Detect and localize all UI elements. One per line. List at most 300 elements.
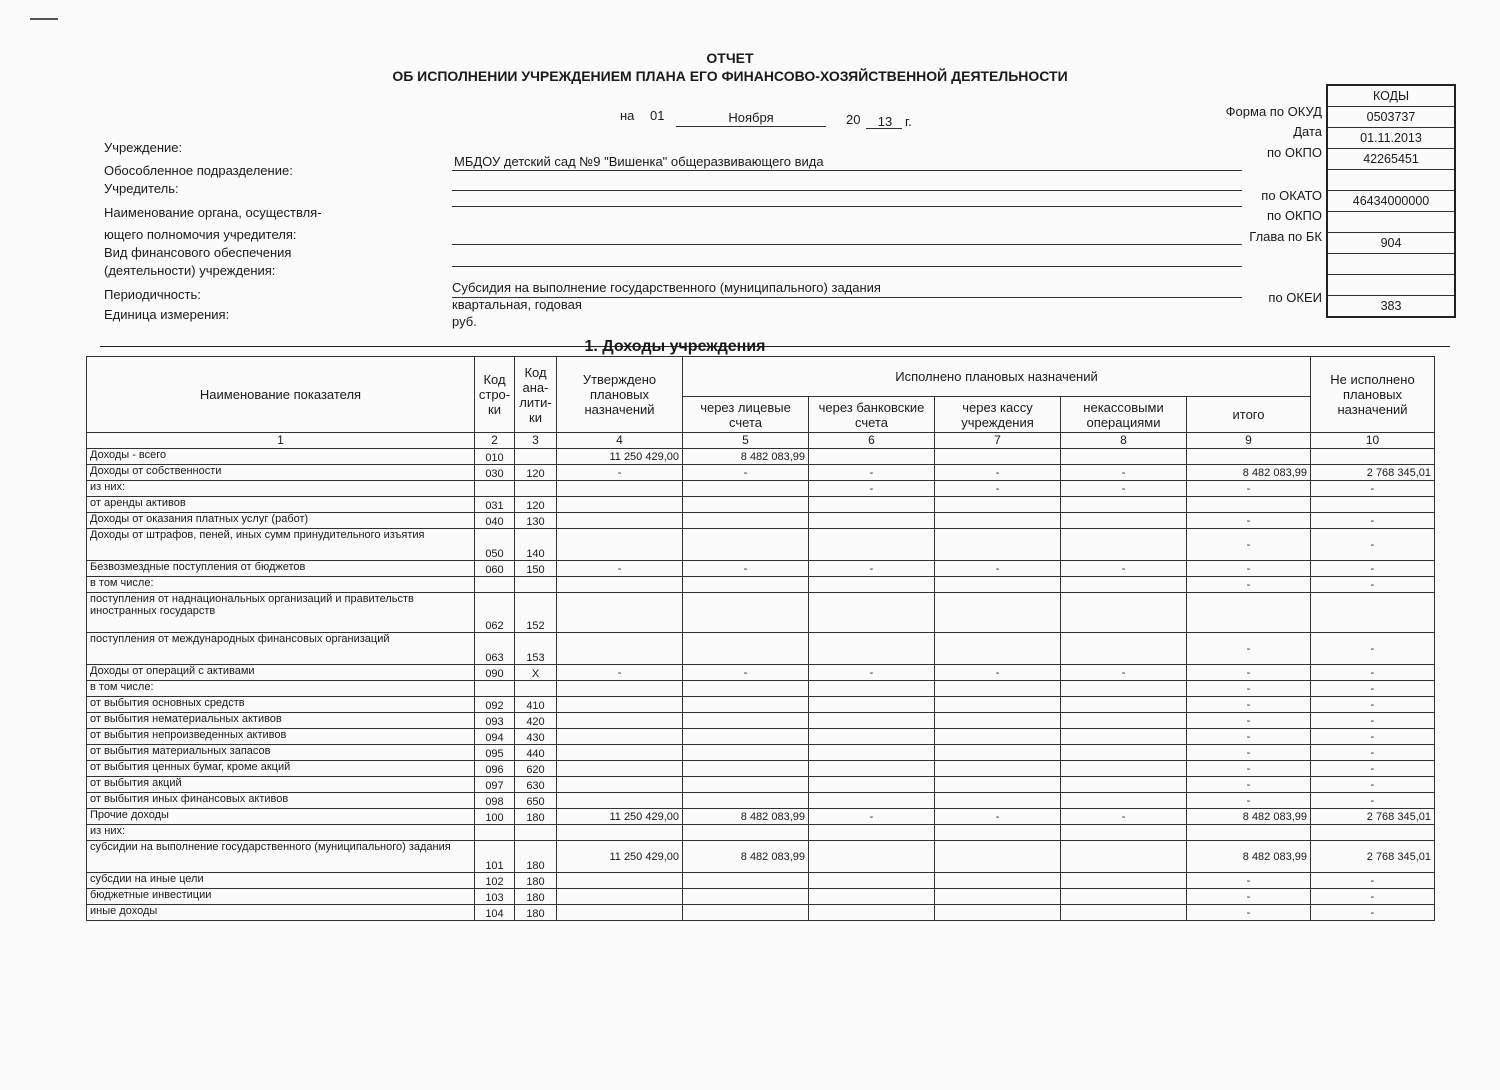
row-value-col4 bbox=[557, 793, 683, 809]
row-value-col6 bbox=[809, 761, 935, 777]
row-value-col7 bbox=[935, 889, 1061, 905]
row-value-col7 bbox=[935, 529, 1061, 561]
row-value-col6 bbox=[809, 697, 935, 713]
row-value-col9 bbox=[1187, 497, 1311, 513]
column-number-3: 3 bbox=[515, 433, 557, 449]
row-value-col9: - bbox=[1187, 561, 1311, 577]
report-title: ОТЧЕТ bbox=[706, 50, 754, 66]
row-name: иные доходы bbox=[87, 905, 475, 921]
row-analytics: Х bbox=[515, 665, 557, 681]
row-name: поступления от наднациональных организаций и правительств иностранных государств bbox=[87, 593, 475, 633]
row-value-col5 bbox=[683, 697, 809, 713]
row-value-col8 bbox=[1061, 513, 1187, 529]
row-value-col5 bbox=[683, 497, 809, 513]
table-row bbox=[87, 681, 1435, 697]
codes-header: КОДЫ bbox=[1328, 86, 1454, 107]
field-line-5 bbox=[452, 266, 1242, 267]
row-value-col9: - bbox=[1187, 777, 1311, 793]
row-value-col10: - bbox=[1311, 481, 1435, 497]
field-line-2 bbox=[452, 190, 1242, 191]
row-code: 093 bbox=[475, 713, 515, 729]
field-line-3 bbox=[452, 206, 1242, 207]
codes-box bbox=[1326, 84, 1456, 318]
table-row bbox=[87, 761, 1435, 777]
row-name: Доходы - всего bbox=[87, 449, 475, 465]
row-value-col9: - bbox=[1187, 481, 1311, 497]
row-value-col8: - bbox=[1061, 809, 1187, 825]
period-value: квартальная, годовая bbox=[452, 297, 582, 312]
row-analytics bbox=[515, 481, 557, 497]
row-value-col5 bbox=[683, 577, 809, 593]
empty-code-2 bbox=[1328, 254, 1454, 275]
row-value-col10: - bbox=[1311, 905, 1435, 921]
header-code: Код стро-ки bbox=[475, 357, 515, 433]
column-number-2: 2 bbox=[475, 433, 515, 449]
table-row bbox=[87, 633, 1435, 665]
table-row bbox=[87, 497, 1435, 513]
okpo-code: 42265451 bbox=[1328, 149, 1454, 170]
row-value-col7: - bbox=[935, 481, 1061, 497]
row-value-col7 bbox=[935, 905, 1061, 921]
row-value-col7 bbox=[935, 513, 1061, 529]
table-row bbox=[87, 481, 1435, 497]
row-value-col5 bbox=[683, 777, 809, 793]
row-value-col6 bbox=[809, 633, 935, 665]
row-value-col8 bbox=[1061, 905, 1187, 921]
row-value-col8 bbox=[1061, 633, 1187, 665]
header-cash: через кассу учреждения bbox=[935, 397, 1061, 433]
row-name: Прочие доходы bbox=[87, 809, 475, 825]
row-value-col5 bbox=[683, 729, 809, 745]
row-value-col9: - bbox=[1187, 729, 1311, 745]
table-body bbox=[87, 449, 1435, 921]
header-noncash: некассовыми операциями bbox=[1061, 397, 1187, 433]
row-code bbox=[475, 681, 515, 697]
row-name: от выбытия акций bbox=[87, 777, 475, 793]
row-value-col7 bbox=[935, 681, 1061, 697]
row-value-col9: - bbox=[1187, 793, 1311, 809]
row-value-col4: - bbox=[557, 561, 683, 577]
table-row bbox=[87, 889, 1435, 905]
row-name: поступления от международных финансовых организаций bbox=[87, 633, 475, 665]
row-code: 092 bbox=[475, 697, 515, 713]
row-value-col9: - bbox=[1187, 889, 1311, 905]
column-number-9: 9 bbox=[1187, 433, 1311, 449]
row-value-col7 bbox=[935, 873, 1061, 889]
okei-code: 383 bbox=[1380, 299, 1402, 313]
row-value-col4 bbox=[557, 745, 683, 761]
row-value-col10: 2 768 345,01 bbox=[1311, 465, 1435, 481]
finance-label-1: Вид финансового обеспечения bbox=[104, 245, 292, 260]
row-value-col4 bbox=[557, 577, 683, 593]
row-value-col7 bbox=[935, 577, 1061, 593]
row-value-col4 bbox=[557, 593, 683, 633]
date-code: 01.11.2013 bbox=[1328, 128, 1454, 149]
row-value-col4 bbox=[557, 697, 683, 713]
row-value-col10: - bbox=[1311, 777, 1435, 793]
row-code: 095 bbox=[475, 745, 515, 761]
row-name: от выбытия непроизведенных активов bbox=[87, 729, 475, 745]
row-analytics: 152 bbox=[515, 593, 557, 633]
header-unexecuted: Не исполнено плановых назначений bbox=[1311, 357, 1435, 433]
row-name: от выбытия ценных бумаг, кроме акций bbox=[87, 761, 475, 777]
okei-label: по ОКЕИ bbox=[1268, 290, 1322, 305]
table-row bbox=[87, 593, 1435, 633]
row-value-col9: - bbox=[1187, 513, 1311, 529]
row-name: Доходы от операций с активами bbox=[87, 665, 475, 681]
unit-label: Единица измерения: bbox=[104, 307, 230, 322]
row-value-col8 bbox=[1061, 697, 1187, 713]
finance-value: Субсидия на выполнение государственного (муниципального) задания bbox=[452, 280, 881, 295]
okud-code: 0503737 bbox=[1328, 107, 1454, 128]
row-value-col9: 8 482 083,99 bbox=[1187, 465, 1311, 481]
table-row bbox=[87, 905, 1435, 921]
row-code: 098 bbox=[475, 793, 515, 809]
row-value-col5 bbox=[683, 481, 809, 497]
row-code: 094 bbox=[475, 729, 515, 745]
row-code: 102 bbox=[475, 873, 515, 889]
row-value-col7 bbox=[935, 777, 1061, 793]
row-analytics: 130 bbox=[515, 513, 557, 529]
row-value-col6 bbox=[809, 825, 935, 841]
row-code: 097 bbox=[475, 777, 515, 793]
column-number-4: 4 bbox=[557, 433, 683, 449]
row-name: Безвозмездные поступления от бюджетов bbox=[87, 561, 475, 577]
row-value-col4 bbox=[557, 681, 683, 697]
row-value-col9: - bbox=[1187, 761, 1311, 777]
row-value-col5: 8 482 083,99 bbox=[683, 841, 809, 873]
row-code: 010 bbox=[475, 449, 515, 465]
column-number-5: 5 bbox=[683, 433, 809, 449]
row-value-col7 bbox=[935, 745, 1061, 761]
row-value-col9: - bbox=[1187, 745, 1311, 761]
row-value-col9: - bbox=[1187, 905, 1311, 921]
row-value-col6 bbox=[809, 841, 935, 873]
row-analytics: 150 bbox=[515, 561, 557, 577]
row-value-col5: - bbox=[683, 465, 809, 481]
row-value-col4: - bbox=[557, 465, 683, 481]
row-value-col10: - bbox=[1311, 761, 1435, 777]
date-day: 01 bbox=[650, 108, 665, 123]
row-value-col8: - bbox=[1061, 481, 1187, 497]
row-value-col10: - bbox=[1311, 745, 1435, 761]
row-name: от выбытия нематериальных активов bbox=[87, 713, 475, 729]
date-year: 13 bbox=[877, 114, 893, 129]
row-value-col10: - bbox=[1311, 513, 1435, 529]
row-name: Доходы от оказания платных услуг (работ) bbox=[87, 513, 475, 529]
row-value-col4 bbox=[557, 529, 683, 561]
row-value-col6 bbox=[809, 777, 935, 793]
row-value-col6 bbox=[809, 745, 935, 761]
row-value-col9 bbox=[1187, 593, 1311, 633]
date-code-label: Дата bbox=[1293, 124, 1322, 139]
row-value-col6: - bbox=[809, 809, 935, 825]
table-row bbox=[87, 745, 1435, 761]
row-value-col8 bbox=[1061, 577, 1187, 593]
unit-value: руб. bbox=[452, 314, 477, 329]
row-value-col10 bbox=[1311, 825, 1435, 841]
row-code: 096 bbox=[475, 761, 515, 777]
row-value-col6: - bbox=[809, 465, 935, 481]
table-row bbox=[87, 713, 1435, 729]
row-value-col10: 2 768 345,01 bbox=[1311, 809, 1435, 825]
row-value-col4: 11 250 429,00 bbox=[557, 449, 683, 465]
year-underline bbox=[866, 128, 902, 129]
row-value-col9: - bbox=[1187, 665, 1311, 681]
row-value-col10 bbox=[1311, 593, 1435, 633]
period-label: Периодичность: bbox=[104, 287, 201, 302]
column-number-8: 8 bbox=[1061, 433, 1187, 449]
row-value-col6 bbox=[809, 513, 935, 529]
row-analytics: 630 bbox=[515, 777, 557, 793]
row-value-col7 bbox=[935, 825, 1061, 841]
row-value-col5: 8 482 083,99 bbox=[683, 809, 809, 825]
table-row bbox=[87, 449, 1435, 465]
row-value-col6: - bbox=[809, 665, 935, 681]
table-row bbox=[87, 561, 1435, 577]
row-value-col5 bbox=[683, 513, 809, 529]
row-value-col10: - bbox=[1311, 697, 1435, 713]
row-name: из них: bbox=[87, 481, 475, 497]
row-value-col8: - bbox=[1061, 665, 1187, 681]
row-value-col9 bbox=[1187, 825, 1311, 841]
row-value-col5: 8 482 083,99 bbox=[683, 449, 809, 465]
row-code: 063 bbox=[475, 633, 515, 665]
field-line-1 bbox=[452, 170, 1242, 171]
row-value-col10: - bbox=[1311, 729, 1435, 745]
founder-label: Учредитель: bbox=[104, 181, 179, 196]
row-value-col4 bbox=[557, 889, 683, 905]
row-value-col10: - bbox=[1311, 713, 1435, 729]
row-value-col7 bbox=[935, 449, 1061, 465]
okud-label: Форма по ОКУД bbox=[1225, 104, 1322, 119]
row-value-col9: - bbox=[1187, 529, 1311, 561]
row-analytics bbox=[515, 449, 557, 465]
row-value-col9: - bbox=[1187, 681, 1311, 697]
row-value-col10: - bbox=[1311, 529, 1435, 561]
row-value-col10: - bbox=[1311, 889, 1435, 905]
row-name: в том числе: bbox=[87, 577, 475, 593]
row-value-col10: - bbox=[1311, 681, 1435, 697]
row-analytics: 120 bbox=[515, 465, 557, 481]
row-value-col8 bbox=[1061, 777, 1187, 793]
row-value-col4 bbox=[557, 633, 683, 665]
row-value-col5 bbox=[683, 793, 809, 809]
row-value-col10 bbox=[1311, 449, 1435, 465]
division-label: Обособленное подразделение: bbox=[104, 163, 293, 178]
table-row bbox=[87, 729, 1435, 745]
row-value-col5 bbox=[683, 745, 809, 761]
row-value-col7 bbox=[935, 697, 1061, 713]
date-prefix: на bbox=[620, 108, 635, 123]
finance-label-2: (деятельности) учреждения: bbox=[104, 263, 276, 278]
row-analytics: 180 bbox=[515, 889, 557, 905]
row-value-col10: - bbox=[1311, 665, 1435, 681]
row-value-col6 bbox=[809, 593, 935, 633]
row-value-col8: - bbox=[1061, 465, 1187, 481]
table-row bbox=[87, 665, 1435, 681]
row-value-col4: 11 250 429,00 bbox=[557, 809, 683, 825]
income-table bbox=[86, 356, 1435, 921]
row-value-col4 bbox=[557, 497, 683, 513]
empty-code-3 bbox=[1328, 275, 1454, 296]
okpo-label: по ОКПО bbox=[1266, 145, 1322, 160]
header-approved: Утверждено плановых назначений bbox=[557, 357, 683, 433]
row-analytics bbox=[515, 577, 557, 593]
row-value-col6 bbox=[809, 529, 935, 561]
row-value-col10 bbox=[1311, 497, 1435, 513]
row-analytics bbox=[515, 825, 557, 841]
row-value-col9: - bbox=[1187, 697, 1311, 713]
row-value-col7 bbox=[935, 497, 1061, 513]
row-analytics: 410 bbox=[515, 697, 557, 713]
row-name: от аренды активов bbox=[87, 497, 475, 513]
row-value-col7: - bbox=[935, 809, 1061, 825]
row-value-col8 bbox=[1061, 681, 1187, 697]
row-name: бюджетные инвестиции bbox=[87, 889, 475, 905]
row-value-col4 bbox=[557, 825, 683, 841]
row-value-col7 bbox=[935, 841, 1061, 873]
row-analytics: 180 bbox=[515, 905, 557, 921]
row-value-col8: - bbox=[1061, 561, 1187, 577]
row-name: от выбытия иных финансовых активов bbox=[87, 793, 475, 809]
row-analytics: 120 bbox=[515, 497, 557, 513]
row-value-col6 bbox=[809, 449, 935, 465]
row-code: 104 bbox=[475, 905, 515, 921]
okpo2-label: по ОКПО bbox=[1266, 208, 1322, 223]
row-value-col10: - bbox=[1311, 873, 1435, 889]
row-value-col5 bbox=[683, 529, 809, 561]
row-value-col6: - bbox=[809, 481, 935, 497]
table-row bbox=[87, 809, 1435, 825]
header-analytics: Код ана-лити-ки bbox=[515, 357, 557, 433]
row-value-col6 bbox=[809, 729, 935, 745]
row-value-col5: - bbox=[683, 665, 809, 681]
row-value-col8 bbox=[1061, 593, 1187, 633]
column-number-7: 7 bbox=[935, 433, 1061, 449]
row-value-col5 bbox=[683, 825, 809, 841]
row-value-col8 bbox=[1061, 873, 1187, 889]
row-value-col9 bbox=[1187, 449, 1311, 465]
row-value-col6 bbox=[809, 681, 935, 697]
table-row bbox=[87, 777, 1435, 793]
institution-value: МБДОУ детский сад №9 "Вишенка" общеразвивающего вида bbox=[454, 154, 824, 169]
row-value-col5 bbox=[683, 633, 809, 665]
okato-label: по ОКАТО bbox=[1261, 188, 1322, 203]
row-value-col7 bbox=[935, 729, 1061, 745]
column-number-10: 10 bbox=[1311, 433, 1435, 449]
row-value-col7 bbox=[935, 633, 1061, 665]
row-code: 040 bbox=[475, 513, 515, 529]
row-value-col6 bbox=[809, 889, 935, 905]
row-value-col6: - bbox=[809, 561, 935, 577]
row-value-col5: - bbox=[683, 561, 809, 577]
row-value-col4 bbox=[557, 713, 683, 729]
row-value-col4 bbox=[557, 777, 683, 793]
row-value-col8 bbox=[1061, 825, 1187, 841]
year-prefix: 20 bbox=[846, 112, 861, 127]
row-code bbox=[475, 577, 515, 593]
table-row bbox=[87, 873, 1435, 889]
column-numbers-row bbox=[87, 433, 1435, 449]
row-name: от выбытия основных средств bbox=[87, 697, 475, 713]
row-value-col10: - bbox=[1311, 577, 1435, 593]
empty-code-1 bbox=[1328, 170, 1454, 191]
row-analytics: 430 bbox=[515, 729, 557, 745]
row-analytics: 153 bbox=[515, 633, 557, 665]
row-value-col10: - bbox=[1311, 793, 1435, 809]
row-value-col7 bbox=[935, 593, 1061, 633]
header-personal-accounts: через лицевые счета bbox=[683, 397, 809, 433]
year-suffix: г. bbox=[905, 114, 912, 129]
row-value-col5 bbox=[683, 889, 809, 905]
header-total: итого bbox=[1187, 397, 1311, 433]
corner-mark bbox=[30, 18, 58, 20]
row-analytics: 440 bbox=[515, 745, 557, 761]
row-value-col8 bbox=[1061, 761, 1187, 777]
row-value-col7 bbox=[935, 713, 1061, 729]
row-value-col4 bbox=[557, 481, 683, 497]
row-value-col5 bbox=[683, 905, 809, 921]
row-value-col4 bbox=[557, 873, 683, 889]
row-value-col6 bbox=[809, 497, 935, 513]
row-value-col6 bbox=[809, 793, 935, 809]
row-value-col8 bbox=[1061, 497, 1187, 513]
row-value-col10: 2 768 345,01 bbox=[1311, 841, 1435, 873]
row-value-col5 bbox=[683, 713, 809, 729]
row-value-col8 bbox=[1061, 529, 1187, 561]
organ-label-2: ющего полномочия учредителя: bbox=[104, 227, 297, 242]
row-value-col9: - bbox=[1187, 873, 1311, 889]
column-number-6: 6 bbox=[809, 433, 935, 449]
row-value-col5 bbox=[683, 761, 809, 777]
table-row bbox=[87, 697, 1435, 713]
row-analytics: 180 bbox=[515, 841, 557, 873]
row-name: в том числе: bbox=[87, 681, 475, 697]
row-value-col8 bbox=[1061, 793, 1187, 809]
section-title: 1. Доходы учреждения bbox=[584, 338, 766, 355]
column-number-1: 1 bbox=[87, 433, 475, 449]
row-name: из них: bbox=[87, 825, 475, 841]
table-row bbox=[87, 825, 1435, 841]
row-analytics: 620 bbox=[515, 761, 557, 777]
row-analytics: 420 bbox=[515, 713, 557, 729]
row-value-col5 bbox=[683, 593, 809, 633]
month-underline bbox=[676, 126, 826, 127]
row-value-col8 bbox=[1061, 889, 1187, 905]
row-value-col6 bbox=[809, 905, 935, 921]
organ-label-1: Наименование органа, осуществля- bbox=[104, 205, 322, 220]
table-row bbox=[87, 529, 1435, 561]
glava-code: 904 bbox=[1328, 233, 1454, 254]
row-value-col6 bbox=[809, 713, 935, 729]
row-code: 031 bbox=[475, 497, 515, 513]
row-code: 103 bbox=[475, 889, 515, 905]
row-value-col8 bbox=[1061, 713, 1187, 729]
row-value-col9: 8 482 083,99 bbox=[1187, 841, 1311, 873]
table-row bbox=[87, 841, 1435, 873]
row-code bbox=[475, 481, 515, 497]
header-name: Наименование показателя bbox=[87, 357, 475, 433]
row-value-col7 bbox=[935, 793, 1061, 809]
row-analytics: 650 bbox=[515, 793, 557, 809]
table-row bbox=[87, 513, 1435, 529]
row-value-col5 bbox=[683, 873, 809, 889]
row-code: 062 bbox=[475, 593, 515, 633]
row-code: 101 bbox=[475, 841, 515, 873]
okpo2-code bbox=[1328, 212, 1454, 233]
row-value-col4 bbox=[557, 513, 683, 529]
